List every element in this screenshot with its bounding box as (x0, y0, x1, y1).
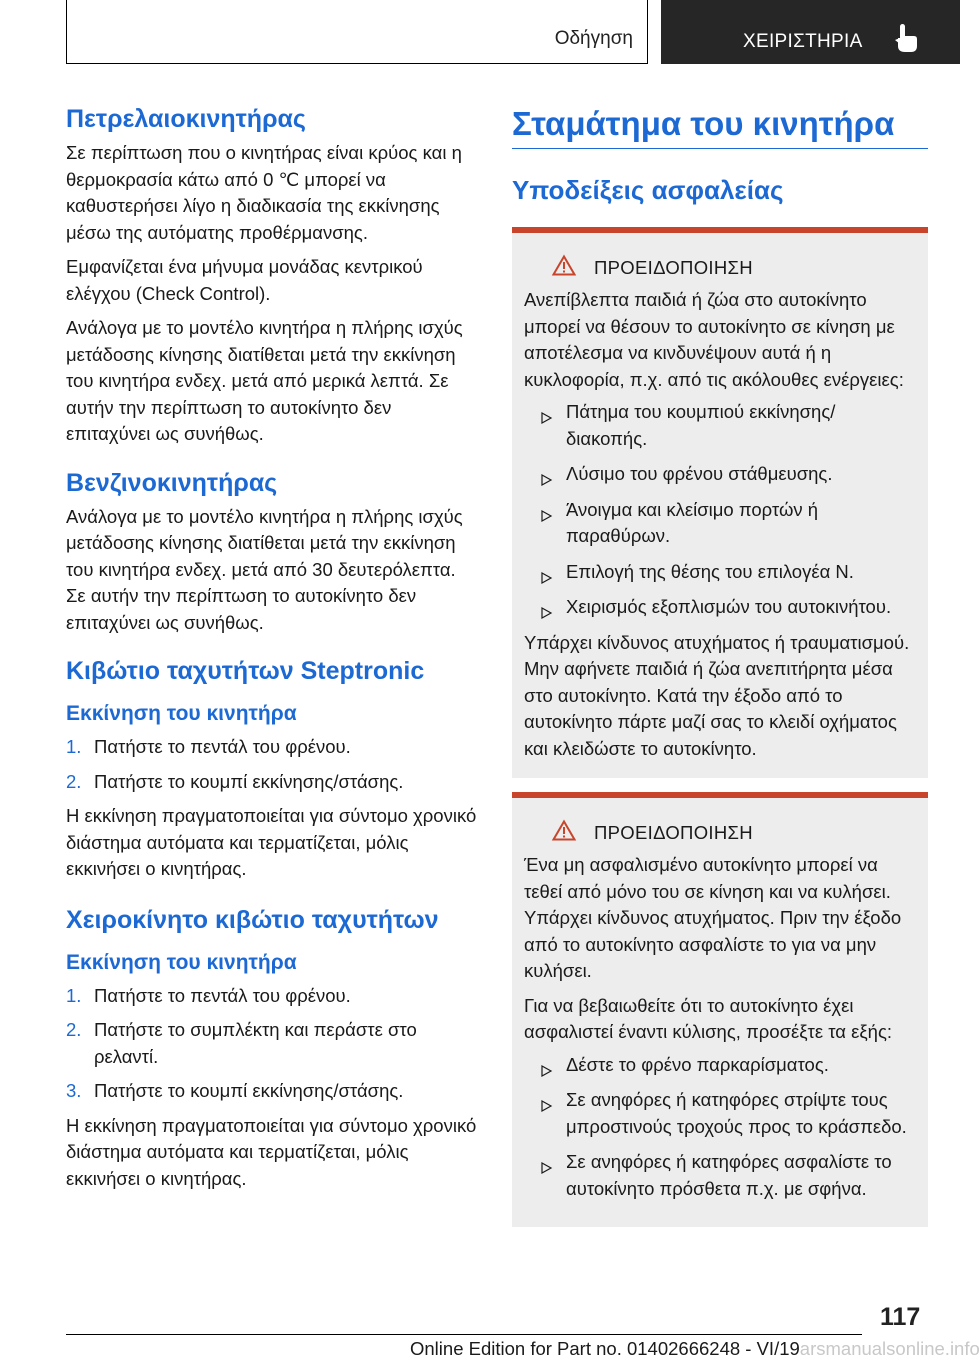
bullet-triangle-icon (540, 503, 552, 530)
step-number: 1. (66, 736, 82, 757)
list-item (66, 769, 478, 796)
diesel-paragraph-3: Ανάλογα με το μοντέλο κινητήρα η πλήρης ισχύς μετάδοσης κίνησης διατίθεται μετά την εκκίνηση του κινητήρα ενδεχ. μετά από μερικά λεπτά. Σε αυτήν την περίπτωση το αυτοκίνητο δεν επιταχύνει ως συνήθως. (66, 317, 463, 444)
step-text: Πατήστε το κουμπί εκκίνησης/στάσης. (94, 1080, 404, 1101)
list-item-text: Άνοιγμα και κλείσιμο πορτών ή παραθύρων. (566, 498, 819, 546)
warning-intro: Ανεπίβλεπτα παιδιά ή ζώα στο αυτοκίνητο μπορεί να θέσουν το αυτοκίνητο σε κίνηση με αποτέλεσμα να κινδυνέψουν αυτά ή η κυκλοφορία, π.χ. από τις ακόλουθες ενέργειες: (524, 289, 904, 390)
list-item (524, 559, 916, 586)
list-item (524, 594, 916, 621)
steptronic-paragraph: Η εκκίνηση πραγματοποιείται για σύντομο χρονικό διάστημα αυτόματα και τερματίζεται, μόλις εκκινήσει ο κινητήρας. (66, 805, 477, 879)
step-number: 2. (66, 770, 82, 792)
diesel-paragraph-2: Εμφανίζεται ένα μήνυμα μονάδας κεντρικού ελέγχου (Check Control). (66, 256, 423, 304)
step-text: Πατήστε το πεντάλ του φρένου. (94, 736, 351, 757)
manual-subheading: Εκκίνηση του κινητήρα (66, 950, 297, 974)
step-text: Πατήστε το συμπλέκτη και περάστε στο ρελαντί. (94, 1019, 417, 1067)
warning-triangle-icon (552, 255, 576, 281)
warning-paragraph: Για να βεβαιωθείτε ότι το αυτοκίνητο έχει ασφαλιστεί έναντι κύλισης, προσέξτε τα εξής: (524, 994, 892, 1042)
bullet-triangle-icon (540, 1058, 552, 1085)
warning-title: ΠΡΟΕΙΔΟΠΟΙΗΣΗ (594, 257, 753, 278)
bullet-triangle-icon (540, 1093, 552, 1120)
step-number: 1. (66, 984, 82, 1006)
list-item-text: Σε ανηφόρες ή κατηφόρες ασφαλίστε το αυτοκίνητο πρόσθετα π.χ. με σφήνα. (566, 1151, 892, 1199)
footer-rule (66, 1334, 862, 1335)
step-text: Πατήστε το πεντάλ του φρένου. (94, 984, 351, 1006)
steptronic-heading: Κιβώτιο ταχυτήτων Steptronic (66, 657, 425, 685)
bullet-triangle-icon (540, 467, 552, 494)
list-item-text: Πάτημα του κουμπιού εκκίνησης/διακοπής. (566, 401, 836, 449)
warning-list (524, 1052, 916, 1203)
page-number: 117 (880, 1303, 921, 1331)
warning-outro: Υπάρχει κίνδυνος ατυχήματος ή τραυματισμού. Μην αφήνετε παιδιά ή ζώα ανεπιτήρητα μέσα στο αυτοκίνητο. Κατά την έξοδο από το αυτοκίνητο πάρτε μαζί σας το κλειδί οχήματος και κλειδώστε το αυτοκίνητο. (524, 631, 910, 759)
list-item-text: Σε ανηφόρες ή κατηφόρες στρίψτε τους μπροστινούς τροχούς προς το κράσπεδο. (566, 1089, 907, 1137)
warning-box-1 (512, 227, 928, 778)
left-column (66, 104, 478, 1192)
step-text: Πατήστε το κουμπί εκκίνησης/στάσης. (94, 770, 404, 792)
petrol-paragraph: Ανάλογα με το μοντέλο κινητήρα η πλήρης ισχύς μετάδοσης κίνησης διατίθεται μετά την εκκίνηση του κινητήρα ενδεχ. μετά από 30 δευτερόλεπτα. Σε αυτήν την περίπτωση το αυτοκίνητο δεν επιταχύνει ως συνήθως. (66, 505, 463, 633)
list-item-text: Λύσιμο του φρένου στάθμευσης. (566, 463, 833, 484)
list-item-text: Χειρισμός εξοπλισμών του αυτοκινήτου. (566, 596, 892, 617)
list-item (524, 1149, 916, 1202)
list-item (524, 1087, 916, 1140)
warning-intro: Ένα μη ασφαλισμένο αυτοκίνητο μπορεί να τεθεί από μόνο του σε κίνηση και να κυλήσει. Υπάρχει κίνδυνος ατυχήματος. Πριν την έξοδο από το αυτοκίνητο ασφαλίστε το για να μην κυλήσει. (524, 854, 902, 981)
steptronic-steps (66, 734, 478, 795)
header-section-box (66, 0, 648, 64)
list-item-text: Επιλογή της θέσης του επιλογέα N. (566, 560, 854, 582)
footer-edition-text: Online Edition for Part no. 01402666248 - VI/19 (410, 1338, 800, 1359)
diesel-paragraph-1: Σε περίπτωση που ο κινητήρας είναι κρύος και η θερμοκρασία κάτω από 0 ℃ μπορεί να καθυστερήσει λίγο η διαδικασία της εκκίνησης μέσω της αυτόματης προθέρμανσης. (66, 142, 462, 243)
list-item (524, 497, 916, 550)
bullet-triangle-icon (540, 1155, 552, 1182)
manual-heading: Χειροκίνητο κιβώτιο ταχυτήτων (66, 905, 439, 934)
manual-paragraph: Η εκκίνηση πραγματοποιείται για σύντομο χρονικό διάστημα αυτόματα και τερματίζεται, μόλις εκκινήσει ο κινητήρας. (66, 1114, 477, 1189)
warning-list (524, 399, 916, 621)
header-chapter-label: ΧΕΙΡΙΣΤΗΡΙΑ (743, 31, 863, 52)
right-column (512, 104, 928, 1227)
safety-subtitle: Υποδείξεις ασφαλείας (512, 175, 784, 205)
list-item-text: Δέστε το φρένο παρκαρίσματος. (566, 1053, 829, 1075)
list-item (66, 734, 478, 761)
list-item (66, 1017, 478, 1070)
list-item (66, 983, 478, 1010)
hand-pointer-icon (893, 22, 921, 59)
warning-triangle-icon (552, 820, 576, 846)
footer-watermark: arsmanualsonline.info (799, 1338, 980, 1359)
manual-steps (66, 983, 478, 1105)
step-number: 3. (66, 1080, 82, 1101)
list-item (524, 461, 916, 488)
steptronic-subheading: Εκκίνηση του κινητήρα (66, 702, 297, 725)
warning-header (524, 820, 916, 846)
bullet-triangle-icon (540, 565, 552, 592)
footer-edition (410, 1338, 980, 1360)
page-title: Σταμάτημα του κινητήρα (512, 105, 895, 142)
list-item (524, 399, 916, 452)
step-number: 2. (66, 1019, 82, 1040)
diesel-heading: Πετρελαιοκινητήρας (66, 105, 306, 133)
warning-box-2 (512, 792, 928, 1227)
warning-title: ΠΡΟΕΙΔΟΠΟΙΗΣΗ (594, 822, 753, 843)
bullet-triangle-icon (540, 600, 552, 627)
warning-header (524, 255, 916, 281)
list-item (524, 1052, 916, 1079)
title-rule (512, 148, 928, 149)
header-section-label: Οδήγηση (554, 28, 633, 49)
list-item (66, 1078, 478, 1105)
header-chapter-box (661, 0, 960, 64)
petrol-heading: Βενζινοκινητήρας (66, 468, 278, 497)
bullet-triangle-icon (540, 405, 552, 432)
